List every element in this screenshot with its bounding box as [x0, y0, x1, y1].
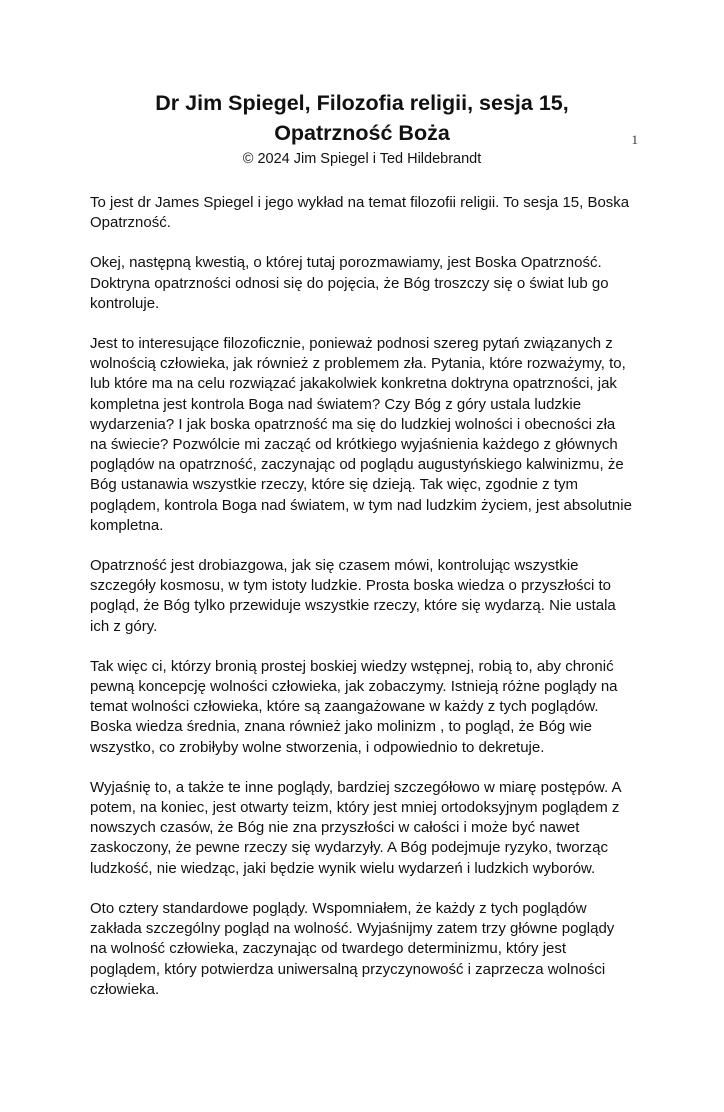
paragraph: Okej, następną kwestią, o której tutaj porozmawiamy, jest Boska Opatrzność. Doktryna opatrzności odnosi się do pojęcia, że Bóg troszczy się o świat lub go kontroluje.	[90, 254, 609, 312]
paragraph: Oto cztery standardowe poglądy. Wspomniałem, że każdy z tych poglądów zakłada szczególny pogląd na wolność. Wyjaśnijmy zatem trzy główne poglądy na wolność człowieka, zaczynając od twardego determinizmu, który jest poglądem, który potwierdza uniwersalną przyczynowość i zaprzecza wolności człowieka.	[90, 899, 615, 998]
title-line-2: Opatrzność Boża	[274, 121, 450, 145]
title-block	[90, 88, 634, 169]
document-title	[90, 88, 634, 148]
body-text	[90, 193, 634, 1000]
paragraph: Jest to interesujące filozoficznie, ponieważ podnosi szereg pytań związanych z wolnością człowieka, jak również z problemem zła. Pytania, które rozważymy, to, lub które ma na celu rozwiązać jakakolwiek konkretna doktryna opatrzności, jak kompletna jest kontrola Boga nad światem? Czy Bóg z góry ustala ludzkie wydarzenia? I jak boska opatrzność ma się do ludzkiej wolności i obecności zła na świecie? Pozwólcie mi zacząć od krótkiego wyjaśnienia każdego z głównych poglądów na opatrzność, zaczynając od poglądu augustyńskiego kalwinizmu, że Bóg ustanawia wszystkie rzeczy, które się dzieją. Tak więc, zgodnie z tym poglądem, kontrola Boga nad światem, w tym nad ludzkim życiem, jest absolutnie kompletna.	[90, 335, 632, 534]
paragraph: Wyjaśnię to, a także te inne poglądy, bardziej szczegółowo w miarę postępów. A potem, na koniec, jest otwarty teizm, który jest mniej ortodoksyjnym poglądem z nowszych czasów, że Bóg nie zna przyszłości w całości i może być nawet zaskoczony, że pewne rzeczy się wydarzyły. A Bóg podejmuje ryzyko, tworząc ludzkość, nie wiedząc, jaki będzie wynik wielu wydarzeń i ludzkich wyborów.	[90, 778, 621, 877]
paragraph: Tak więc ci, którzy bronią prostej boskiej wiedzy wstępnej, robią to, aby chronić pewną koncepcję wolności człowieka, jak zobaczymy. Istnieją różne poglądy na temat wolności człowieka, które są zaangażowane w każdy z tych poglądów. Boska wiedza średnia, znana również jako molinizm , to pogląd, że Bóg wie wszystko, co zrobiłyby wolne stworzenia, i odpowiednio to dekretuje.	[90, 657, 618, 756]
paragraph: Opatrzność jest drobiazgowa, jak się czasem mówi, kontrolując wszystkie szczegóły kosmosu, w tym istoty ludzkie. Prosta boska wiedza o przyszłości to pogląd, że Bóg tylko przewiduje wszystkie rzeczy, które się wydarzą. Nie ustala ich z góry.	[90, 557, 616, 635]
paragraph: To jest dr James Spiegel i jego wykład na temat filozofii religii. To sesja 15, Boska Opatrzność.	[90, 194, 630, 232]
page-number: 1	[631, 132, 638, 147]
title-line-1: Dr Jim Spiegel, Filozofia religii, sesja 15,	[155, 91, 569, 115]
document-page	[0, 88, 724, 1112]
copyright-notice: © 2024 Jim Spiegel i Ted Hildebrandt	[242, 151, 482, 167]
